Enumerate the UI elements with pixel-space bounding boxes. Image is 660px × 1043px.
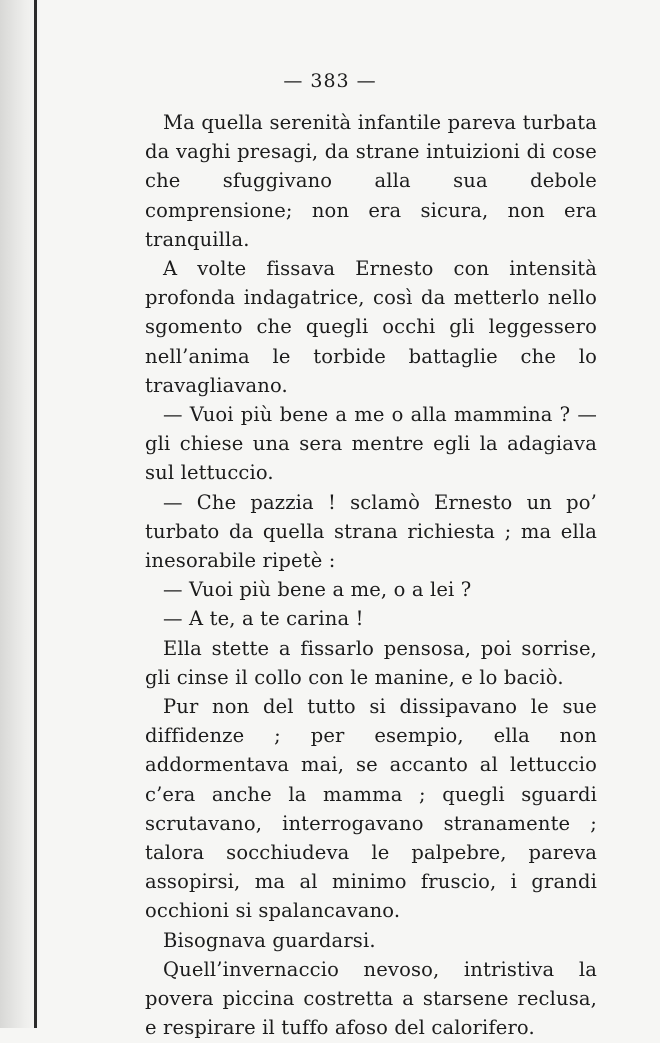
- binding-edge-line: [34, 0, 37, 1028]
- paragraph: — Che pazzia ! sclamò Ernesto un po’ turbato da quella strana richiesta ; ma ella inesorabile ripetè :: [145, 490, 597, 573]
- paragraph: — A te, a te carina !: [163, 607, 364, 631]
- page-number: — 383 —: [283, 70, 377, 92]
- page-body: [145, 108, 597, 1043]
- paragraph: Pur non del tutto si dissipavano le sue diffidenze ; per esempio, ella non addormentava mai, se accanto al lettuccio c’era anche la mamma ; quegli sguardi scrutavano, interrogavano stranamente ; talora socchiudeva le palpebre, pareva assopirsi, ma al minimo fruscio, i grandi occhioni si spalancavano.: [145, 695, 597, 923]
- paragraph: A volte fissava Ernesto con intensità profonda indagatrice, così da metterlo nello sgomento che quegli occhi gli leggessero nell’anima le torbide battaglie che lo travagliavano.: [145, 257, 597, 397]
- paragraph: Ella stette a fissarlo pensosa, poi sorrise, gli cinse il collo con le manine, e lo baciò.: [145, 636, 597, 689]
- paragraph: Ma quella serenità infantile pareva turbata da vaghi presagi, da strane intuizioni di cose che sfuggivano alla sua debole comprensione; non era sicura, non era tranquilla.: [145, 111, 597, 251]
- paragraph: — Vuoi più bene a me o alla mammina ? — gli chiese una sera mentre egli la adagiava sul lettuccio.: [145, 403, 597, 485]
- paragraph: Bisognava guardarsi.: [163, 928, 376, 952]
- paragraph: Quell’invernaccio nevoso, intristiva la povera piccina costretta a starsene reclusa, e respirare il tuffo afoso del calorifero.: [145, 957, 597, 1040]
- paragraph: — Vuoi più bene a me, o a lei ?: [163, 578, 472, 602]
